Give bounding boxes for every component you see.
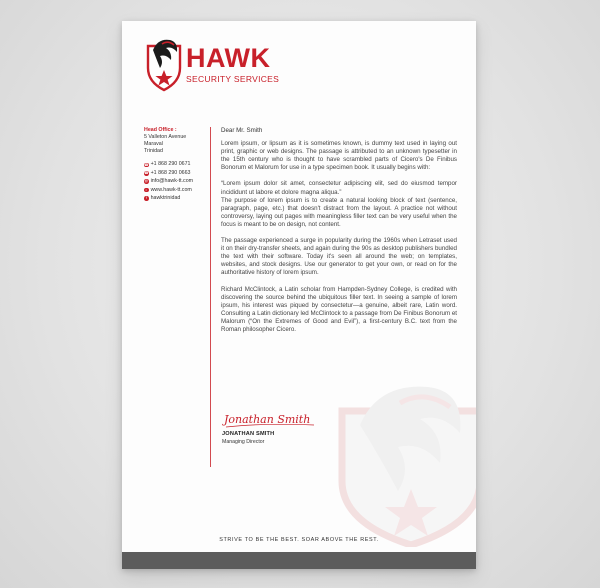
email-icon: @ [144, 179, 149, 184]
address-line: Maraval [144, 141, 163, 147]
company-logo [144, 36, 294, 94]
vertical-divider [210, 127, 211, 467]
salutation: Dear Mr. Smith [221, 127, 263, 134]
address-line: 5 Valleton Avenue [144, 134, 187, 140]
paragraph-quote: “Lorem ipsum dolor sit amet, consectetur adipiscing elit, sed do eiusmod tempor incididunt ut labore et dolore magna aliqua.” [221, 180, 457, 196]
brand-name: HAWK [186, 43, 271, 73]
signature-text: Jonathan Smith [224, 413, 311, 426]
signer-name: JONATHAN SMITH [222, 431, 275, 437]
contact-sidebar [144, 127, 216, 202]
contact-phone-2 [144, 170, 216, 177]
phone-icon: ☎ [144, 170, 149, 175]
contact-phone-1 [144, 161, 216, 168]
globe-icon: ○ [145, 187, 148, 192]
footer-tagline: STRIVE TO BE THE BEST. SOAR ABOVE THE REST. [219, 537, 379, 543]
contact-facebook[interactable] [144, 195, 216, 202]
head-office-title: Head Office : [144, 127, 177, 133]
paragraph: Lorem ipsum, or lipsum as it is sometimes known, is dummy text used in laying out print, graphic or web designs. The passage is attributed to an unknown typesetter in the 15th century who is thought to have scrambled parts of Cicero's De Finibus Bonorum et Malorum for use in a type specimen book. It usually begins with: [221, 140, 457, 172]
brand-tagline: SECURITY SERVICES [186, 74, 280, 84]
paragraph: The purpose of lorem ipsum is to create a natural looking block of text (sentence, paragraph, page, etc.) that doesn't distract from the layout. A practice not without controversy, laying out pages with meaningless filler text can be very useful when the focus is meant to be on design, not content. [221, 196, 457, 228]
contact-text: +1 868 290 0671 [150, 161, 191, 168]
hawk-watermark-icon [336, 377, 476, 547]
signer-title: Managing Director [222, 439, 265, 445]
letterhead-page [122, 21, 476, 569]
contact-text: info@hawk-tt.com [150, 178, 194, 185]
contact-website[interactable] [144, 187, 216, 194]
contact-text: +1 868 290 0663 [150, 169, 191, 176]
address-line: Trinidad [144, 148, 163, 154]
phone-icon: ☎ [144, 162, 149, 167]
contact-email[interactable] [144, 178, 216, 185]
letter-body [221, 127, 457, 342]
contact-text: hawktrinidad [150, 194, 181, 201]
paragraph: The passage experienced a surge in popularity during the 1960s when Letraset used it on their dry-transfer sheets, and again during the 90s as desktop publishers bundled the text with their software. Today it's seen all around the web; on templates, websites, and stock designs. Use our generator to get your own, or read on for the authoritative history of lorem ipsum. [221, 237, 457, 277]
footer-bar [122, 552, 476, 569]
contact-text: www.hawk-tt.com [150, 186, 192, 193]
hawk-shield-icon [144, 36, 184, 92]
signature [222, 403, 342, 431]
paragraph: Richard McClintock, a Latin scholar from Hampden-Sydney College, is credited with discovering the source behind the ubiquitous filler text. In seeing a sample of lorem ipsum, his interest was piqued by consectetur—a genuine, albeit rare, Latin word. Consulting a Latin dictionary led McClintock to a passage from De Finibus Bonorum et Malorum (“On the Extremes of Good and Evil”), a first-century B.C. text from the Roman philosopher Cicero. [221, 285, 457, 333]
facebook-icon: f [145, 196, 147, 201]
